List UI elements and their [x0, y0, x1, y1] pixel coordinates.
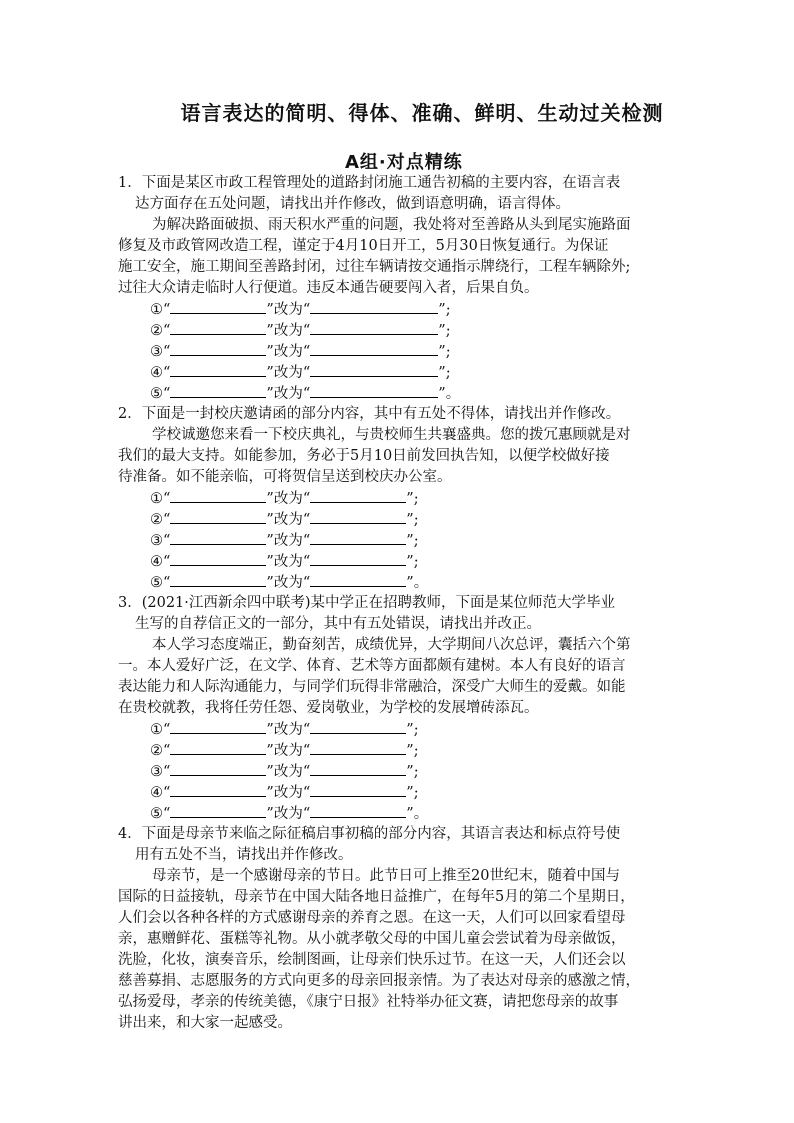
- q1-answer-row: ②“ ”改为“ ”;: [150, 320, 451, 341]
- q1-answer-row: ⑤“ ”改为“ ”。: [150, 383, 460, 404]
- q4-stem-line: 用有五处不当，请找出并作修改。: [135, 847, 353, 863]
- q3-answer-row: ④“ ”改为“ ”;: [150, 782, 419, 803]
- revision-blank[interactable]: [310, 509, 406, 524]
- revision-blank[interactable]: [310, 488, 406, 503]
- q1-answer-row: ③“ ”改为“ ”;: [150, 341, 451, 362]
- revision-blank[interactable]: [310, 362, 438, 377]
- original-blank[interactable]: [170, 509, 266, 524]
- original-blank[interactable]: [170, 740, 266, 755]
- q4-text-line: 讲出来，和大家一起感受。: [118, 1015, 292, 1031]
- original-blank[interactable]: [170, 362, 266, 377]
- revision-blank[interactable]: [310, 761, 406, 776]
- q2-stem-line: 2．下面是一封校庆邀请函的部分内容，其中有五处不得体，请找出并作修改。: [118, 406, 621, 422]
- original-blank[interactable]: [170, 530, 266, 545]
- revision-blank[interactable]: [310, 383, 438, 398]
- q1-text-line: 施工安全，施工期间至善路封闭，过往车辆请按交通指示牌绕行，工程车辆除外;: [118, 259, 631, 275]
- revision-blank[interactable]: [310, 551, 406, 566]
- q1-stem-line: 达方面存在五处问题，请找出并作修改，做到语意明确，语言得体。: [135, 196, 570, 212]
- revision-blank[interactable]: [310, 719, 406, 734]
- q3-stem-line: 生写的自荐信正文的一部分，其中有五处错误，请找出并改正。: [135, 616, 541, 632]
- q3-stem-line: 3．(2021·江西新余四中联考)某中学正在招聘教师，下面是某位师范大学毕业: [118, 595, 616, 611]
- revision-blank[interactable]: [310, 803, 406, 818]
- q2-text-line: 我们的最大支持。如能参加，务必于5月10日前发回执告知，以便学校做好接: [118, 448, 610, 464]
- original-blank[interactable]: [170, 383, 266, 398]
- q3-answer-row: ③“ ”改为“ ”;: [150, 761, 419, 782]
- original-blank[interactable]: [170, 803, 266, 818]
- q4-text-line: 亲，惠赠鲜花、蛋糕等礼物。从小就孝敬父母的中国儿童会尝试着为母亲做饭，: [118, 931, 626, 947]
- q2-answer-row: ③“ ”改为“ ”;: [150, 530, 419, 551]
- q3-text-line: 表达能力和人际沟通能力，与同学们玩得非常融洽，深受广大师生的爱戴。如能: [118, 679, 626, 695]
- revision-blank[interactable]: [310, 572, 406, 587]
- original-blank[interactable]: [170, 341, 266, 356]
- q4-stem-line: 4．下面是母亲节来临之际征稿启事初稿的部分内容，其语言表达和标点符号使: [118, 826, 621, 842]
- q2-answer-row: ①“ ”改为“ ”;: [150, 488, 419, 509]
- q2-answer-row: ②“ ”改为“ ”;: [150, 509, 419, 530]
- q3-text-line: 一。本人爱好广泛，在文学、体育、艺术等方面都颇有建树。本人有良好的语言: [118, 658, 626, 674]
- q1-stem-line: 1．下面是某区市政工程管理处的道路封闭施工通告初稿的主要内容，在语言表: [118, 175, 621, 191]
- q4-text-line: 母亲节，是一个感谢母亲的节日。此节日可上推至20世纪末，随着中国与: [152, 868, 620, 884]
- q4-text-line: 洗脸，化妆，演奏音乐，绘制图画，让母亲们快乐过节。在这一天，人们还会以: [118, 952, 626, 968]
- q4-text-line: 慈善募捐、志愿服务的方式向更多的母亲回报亲情。为了表达对母亲的感激之情，: [118, 973, 640, 989]
- q1-text-line: 过往大众请走临时人行便道。违反本通告硬要闯入者，后果自负。: [118, 280, 539, 296]
- original-blank[interactable]: [170, 320, 266, 335]
- revision-blank[interactable]: [310, 740, 406, 755]
- original-blank[interactable]: [170, 572, 266, 587]
- original-blank[interactable]: [170, 761, 266, 776]
- revision-blank[interactable]: [310, 341, 438, 356]
- original-blank[interactable]: [170, 299, 266, 314]
- q3-answer-row: ①“ ”改为“ ”;: [150, 719, 419, 740]
- revision-blank[interactable]: [310, 530, 406, 545]
- q2-answer-row: ④“ ”改为“ ”;: [150, 551, 419, 572]
- original-blank[interactable]: [170, 719, 266, 734]
- q1-answer-row: ①“ ”改为“ ”;: [150, 299, 451, 320]
- q2-text-line: 待准备。如不能亲临，可将贺信呈送到校庆办公室。: [118, 469, 452, 485]
- original-blank[interactable]: [170, 551, 266, 566]
- q1-text-line: 为解决路面破损、雨天积水严重的问题，我处将对至善路从头到尾实施路面: [152, 217, 631, 233]
- q3-text-line: 本人学习态度端正，勤奋刻苦，成绩优异，大学期间八次总评，囊括六个第: [152, 637, 631, 653]
- revision-blank[interactable]: [310, 782, 406, 797]
- q3-answer-row: ②“ ”改为“ ”;: [150, 740, 419, 761]
- revision-blank[interactable]: [310, 299, 438, 314]
- q3-text-line: 在贵校就教，我将任劳任怨、爱岗敬业，为学校的发展增砖添瓦。: [118, 700, 539, 716]
- original-blank[interactable]: [170, 782, 266, 797]
- q4-text-line: 人们会以各种各样的方式感谢母亲的养育之恩。在这一天，人们可以回家看望母: [118, 910, 626, 926]
- q4-text-line: 国际的日益接轨，母亲节在中国大陆各地日益推广，在每年5月的第二个星期日，: [118, 889, 635, 905]
- page-title: 语言表达的简明、得体、准确、鲜明、生动过关检测: [180, 101, 664, 125]
- q1-answer-row: ④“ ”改为“ ”;: [150, 362, 451, 383]
- group-title: A组·对点精练: [345, 152, 463, 173]
- revision-blank[interactable]: [310, 320, 438, 335]
- q2-text-line: 学校诚邀您来看一下校庆典礼，与贵校师生共襄盛典。您的拨冗惠顾就是对: [152, 427, 631, 443]
- q1-text-line: 修复及市政管网改造工程，谨定于4月10日开工，5月30日恢复通行。为保证: [118, 238, 609, 254]
- original-blank[interactable]: [170, 488, 266, 503]
- q4-text-line: 弘扬爱母，孝亲的传统美德，《康宁日报》社特举办征文赛，请把您母亲的故事: [118, 994, 619, 1010]
- q2-answer-row: ⑤“ ”改为“ ”。: [150, 572, 428, 593]
- q3-answer-row: ⑤“ ”改为“ ”。: [150, 803, 428, 824]
